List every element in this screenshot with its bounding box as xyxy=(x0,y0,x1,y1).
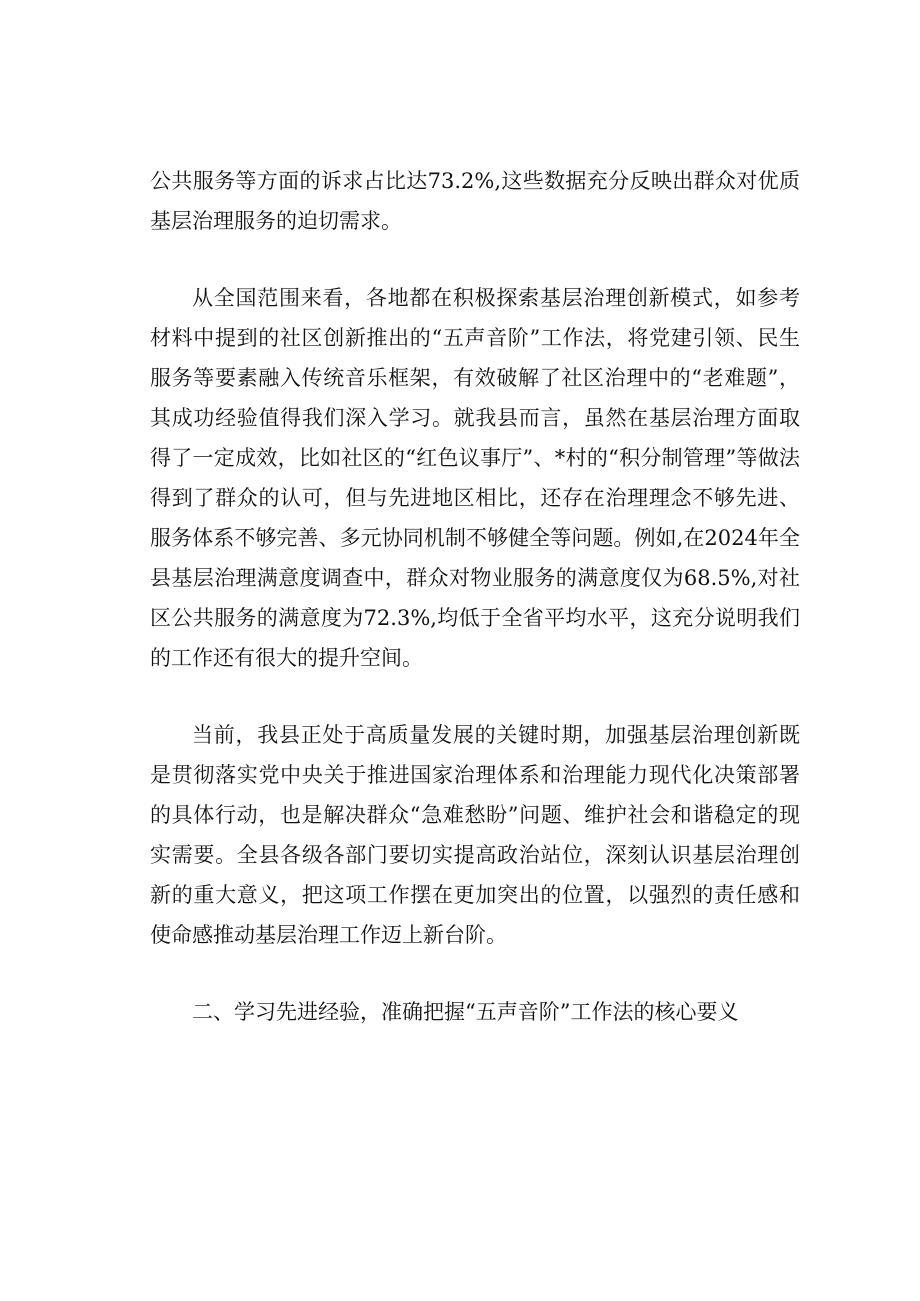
paragraph-continuation: 公共服务等方面的诉求占比达73.2%,这些数据充分反映出群众对优质基层治理服务的迫切需求。 xyxy=(150,169,800,233)
section-heading: 二、学习先进经验，准确把握“五声音阶”工作法的核心要义 xyxy=(192,1000,739,1024)
document-body xyxy=(150,161,800,1032)
paragraph-national-practices: 从全国范围来看，各地都在积极探索基层治理创新模式，如参考材料中提到的社区创新推出的“五声音阶”工作法，将党建引领、民生服务等要素融入传统音乐框架，有效破解了社区治理中的“老难题”，其成功经验值得我们深入学习。就我县而言，虽然在基层治理方面取得了一定成效，比如社区的“红色议事厅”、*村的“积分制管理”等做法得到了群众的认可，但与先进地区相比，还存在治理理念不够先进、服务体系不够完善、多元协同机制不够健全等问题。例如,在2024年全县基层治理满意度调查中，群众对物业服务的满意度仅为68.5%,对社区公共服务的满意度为72.3%,均低于全省平均水平，这充分说明我们的工作还有很大的提升空间。 xyxy=(150,286,800,670)
paragraph-current-situation: 当前，我县正处于高质量发展的关键时期，加强基层治理创新既是贯彻落实党中央关于推进国家治理体系和治理能力现代化决策部署的具体行动，也是解决群众“急难愁盼”问题、维护社会和谐稳定的现实需要。全县各级各部门要切实提高政治站位，深刻认识基层治理创新的重大意义，把这项工作摆在更加突出的位置，以强烈的责任感和使命感推动基层治理工作迈上新台阶。 xyxy=(150,723,800,947)
